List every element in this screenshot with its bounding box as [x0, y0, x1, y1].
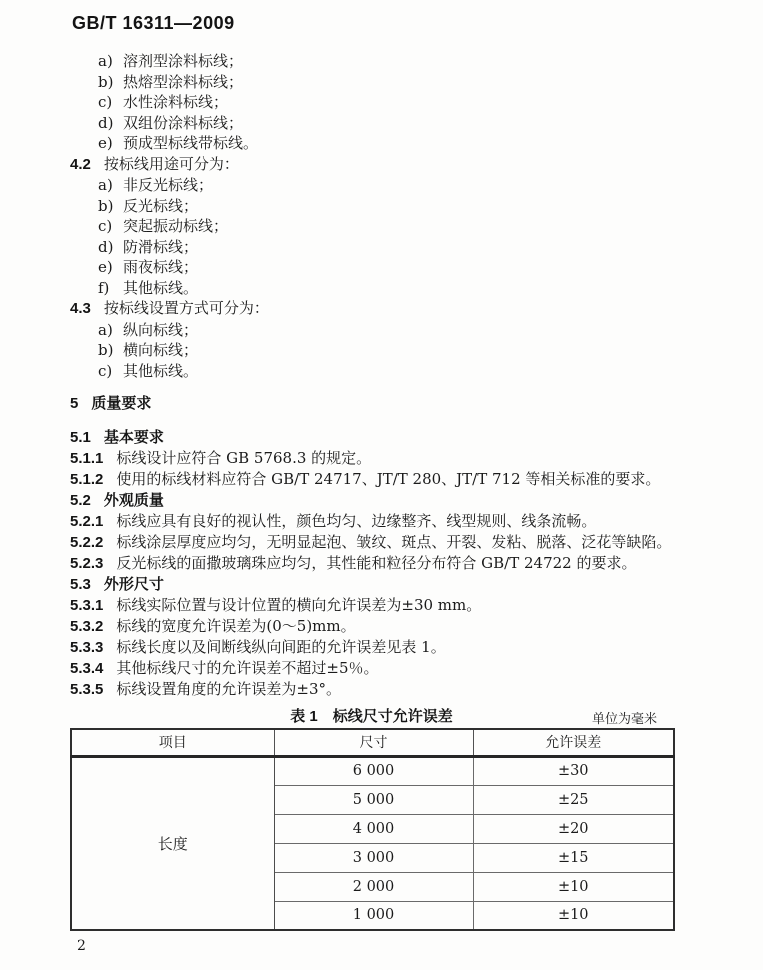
list-item-letter: d) [98, 113, 114, 132]
clause-5-2-3 [70, 553, 693, 574]
list-item [70, 113, 693, 134]
list-item-letter: c) [98, 217, 113, 235]
list-item-text: 双组份涂料标线； [123, 113, 244, 132]
clause-5-3-2 [70, 616, 693, 637]
list-item-letter: c) [98, 361, 113, 380]
list-item-letter: a) [98, 176, 113, 194]
clause-5-2-1 [70, 511, 693, 532]
clause-number: 5.1.1 [70, 450, 104, 467]
clause-5-3-4 [70, 658, 693, 679]
list-item-text: 溶剂型涂料标线； [123, 52, 244, 70]
list-item [70, 72, 693, 93]
section-heading-5-1 [70, 427, 693, 448]
clause-5-3-3 [70, 637, 693, 658]
section-heading-5-2 [70, 490, 693, 511]
section-heading-5-3 [70, 574, 693, 595]
clause-text: 其他标线尺寸的允许误差不超过±5％。 [116, 659, 379, 677]
cell-size: 4 000 [274, 814, 473, 843]
cell-tolerance: ±10 [473, 901, 674, 930]
clause-number: 5.3.4 [70, 660, 104, 677]
section-number: 5 [70, 395, 79, 412]
clause-text: 标线长度以及间断线纵向间距的允许误差见表 1。 [116, 638, 446, 656]
clause-text: 标线设计应符合 GB 5768.3 的规定。 [116, 449, 372, 467]
clause-text: 标线实际位置与设计位置的横向允许误差为±30 mm。 [116, 596, 482, 614]
list-item [70, 196, 693, 217]
clause-number: 5.2.1 [70, 513, 104, 530]
list-item-text: 雨夜标线； [123, 258, 199, 276]
cell-tolerance: ±25 [473, 785, 674, 814]
list-item-text: 其他标线。 [123, 361, 199, 380]
section-heading-5 [70, 393, 693, 414]
cell-size: 2 000 [274, 872, 473, 901]
clause-number: 5.2.3 [70, 555, 104, 572]
clause-text: 反光标线的面撒玻璃珠应均匀，其性能和粒径分布符合 GB/T 24722 的要求。 [116, 554, 637, 572]
cell-size: 1 000 [274, 901, 473, 930]
page-content [0, 34, 763, 954]
list-item [70, 216, 693, 237]
tolerance-table [70, 728, 675, 931]
list-item [70, 51, 693, 72]
clause-5-1-2 [70, 469, 693, 490]
list-item-letter: c) [98, 93, 113, 111]
list-item-text: 防滑标线； [123, 237, 199, 256]
list-item-text: 非反光标线； [123, 176, 214, 194]
clause-number: 5.1.2 [70, 471, 104, 488]
clause-number: 5.3.3 [70, 639, 104, 656]
clause-text: 标线涂层厚度应均匀，无明显起泡、皱纹、斑点、开裂、发粘、脱落、泛花等缺陷。 [116, 533, 672, 551]
clause-text: 标线设置角度的允许误差为±3°。 [116, 680, 341, 698]
clause-text: 标线的宽度允许误差为(0～5)mm。 [116, 617, 356, 635]
list-item-text: 热熔型涂料标线； [123, 72, 244, 91]
table-caption-row [70, 705, 673, 725]
list-item-letter: f) [98, 278, 110, 297]
list-item [70, 278, 693, 299]
list-item-letter: a) [98, 52, 113, 70]
clause-number: 5.3.5 [70, 681, 104, 698]
table-row [71, 756, 674, 785]
col-header-item: 项目 [71, 729, 274, 756]
clause-number: 5.3.2 [70, 618, 104, 635]
list-item [70, 361, 693, 382]
list-item-text: 横向标线； [123, 341, 199, 359]
doc-code-header: GB/T 16311—2009 [72, 13, 235, 33]
clause-text: 使用的标线材料应符合 GB/T 24717、JT/T 280、JT/T 712 等相关标准的要求。 [116, 470, 661, 488]
page-number: 2 [77, 938, 86, 954]
cell-tolerance: ±15 [473, 843, 674, 872]
cell-tolerance: ±20 [473, 814, 674, 843]
list-item [70, 340, 693, 361]
section-title: 外形尺寸 [103, 576, 164, 593]
list-item-text: 其他标线。 [123, 278, 199, 297]
list-item-letter: a) [98, 320, 113, 339]
clause-5-3-1 [70, 595, 693, 616]
section-number: 5.2 [70, 492, 91, 509]
cell-size: 3 000 [274, 843, 473, 872]
list-item-text: 预成型标线带标线。 [123, 134, 259, 152]
list-item [70, 320, 693, 341]
clause-number: 4.2 [70, 155, 91, 173]
list-item-letter: e) [98, 134, 113, 152]
cell-tolerance: ±10 [473, 872, 674, 901]
clause-number: 5.2.2 [70, 534, 104, 551]
table-unit-note: 单位为毫米 [591, 712, 657, 727]
list-item [70, 237, 693, 258]
col-header-size: 尺寸 [274, 729, 473, 756]
list-item-text: 水性涂料标线； [123, 93, 229, 111]
cell-tolerance: ±30 [473, 756, 674, 785]
section-number: 5.1 [70, 429, 91, 446]
clause-5-2-2 [70, 532, 693, 553]
section-number: 5.3 [70, 576, 91, 593]
list-item [70, 133, 693, 154]
cell-size: 6 000 [274, 756, 473, 785]
list-item [70, 257, 693, 278]
list-item-letter: b) [98, 341, 114, 359]
table-caption: 表 1 标线尺寸允许误差 [290, 708, 453, 725]
clause-text: 按标线用途可分为： [103, 154, 239, 173]
list-item-letter: b) [98, 196, 114, 215]
list-item-letter: e) [98, 258, 113, 276]
clause-text: 按标线设置方式可分为： [103, 299, 269, 317]
list-item-letter: b) [98, 72, 114, 91]
clause-text: 标线应具有良好的视认性，颜色均匀、边缘整齐、线型规则、线条流畅。 [116, 512, 597, 530]
list-item-text: 反光标线； [123, 196, 199, 215]
cell-size: 5 000 [274, 785, 473, 814]
list-item-text: 纵向标线； [123, 320, 199, 339]
list-item-letter: d) [98, 237, 114, 256]
section-title: 外观质量 [103, 492, 164, 509]
col-header-tolerance: 允许误差 [473, 729, 674, 756]
list-item-text: 突起振动标线； [123, 217, 229, 235]
clause-4-3 [70, 298, 693, 320]
clause-5-1-1 [70, 448, 693, 469]
section-title: 质量要求 [91, 395, 152, 412]
list-item [70, 92, 693, 113]
clause-4-2 [70, 154, 693, 176]
clause-number: 5.3.1 [70, 597, 104, 614]
clause-5-3-5 [70, 679, 693, 700]
section-title: 基本要求 [103, 429, 164, 446]
table-header-row [71, 729, 674, 756]
list-item [70, 175, 693, 196]
row-label-length: 长度 [71, 756, 274, 930]
clause-number: 4.3 [70, 300, 91, 317]
